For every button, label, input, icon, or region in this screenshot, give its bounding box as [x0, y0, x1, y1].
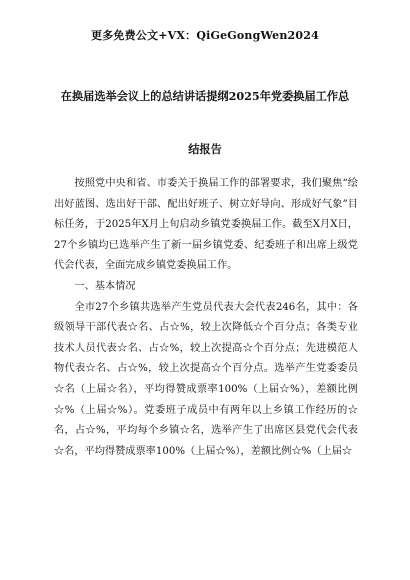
title-line-1: 在换届选举会议上的总结讲话提纲2025年党委换届工作总 [60, 89, 350, 103]
intro-paragraph: 按照党中央和省、市委关于换届工作的部署要求，我们聚焦“绘出好蓝图、选出好干部、配出好班子、树立好导向、形成好气象”目标任务，于2025年X月上旬启动乡镇党委换届工作。截至X月X日，27个乡镇均已选举产生了新一届乡镇党委、纪委班子和出席上级党代会代表，全面完成乡镇党委换届工作。 [54, 178, 358, 272]
title-line-2: 结报告 [188, 142, 222, 156]
overview-paragraph: 全市27个乡镇共选举产生党员代表大会代表246名，其中：各级领导干部代表☆名、占☆%，较上次降低☆个百分点；各类专业技术人员代表☆名、占☆%，较上次提高☆个百分点；先进模范人物代表☆名、占☆%，较上次提高☆个百分点。选举产生党委委员☆名（上届☆名），平均得赞成票率100%（上届☆%），差额比例☆%（上届☆%）。党委班子成员中有两年以上乡镇工作经历的☆名，占☆%，平均每个乡镇☆名，选举产生了出席区县党代会代表☆名，平均得赞成票率100%（上届☆%），差额比例☆%（上届☆ [54, 301, 358, 457]
promo-header: 更多免费公文+VX：QiGeGongWen2024 [91, 29, 319, 42]
document-title [40, 70, 370, 176]
document-body [54, 174, 358, 462]
section-heading: 一、基本情况 [74, 280, 136, 292]
